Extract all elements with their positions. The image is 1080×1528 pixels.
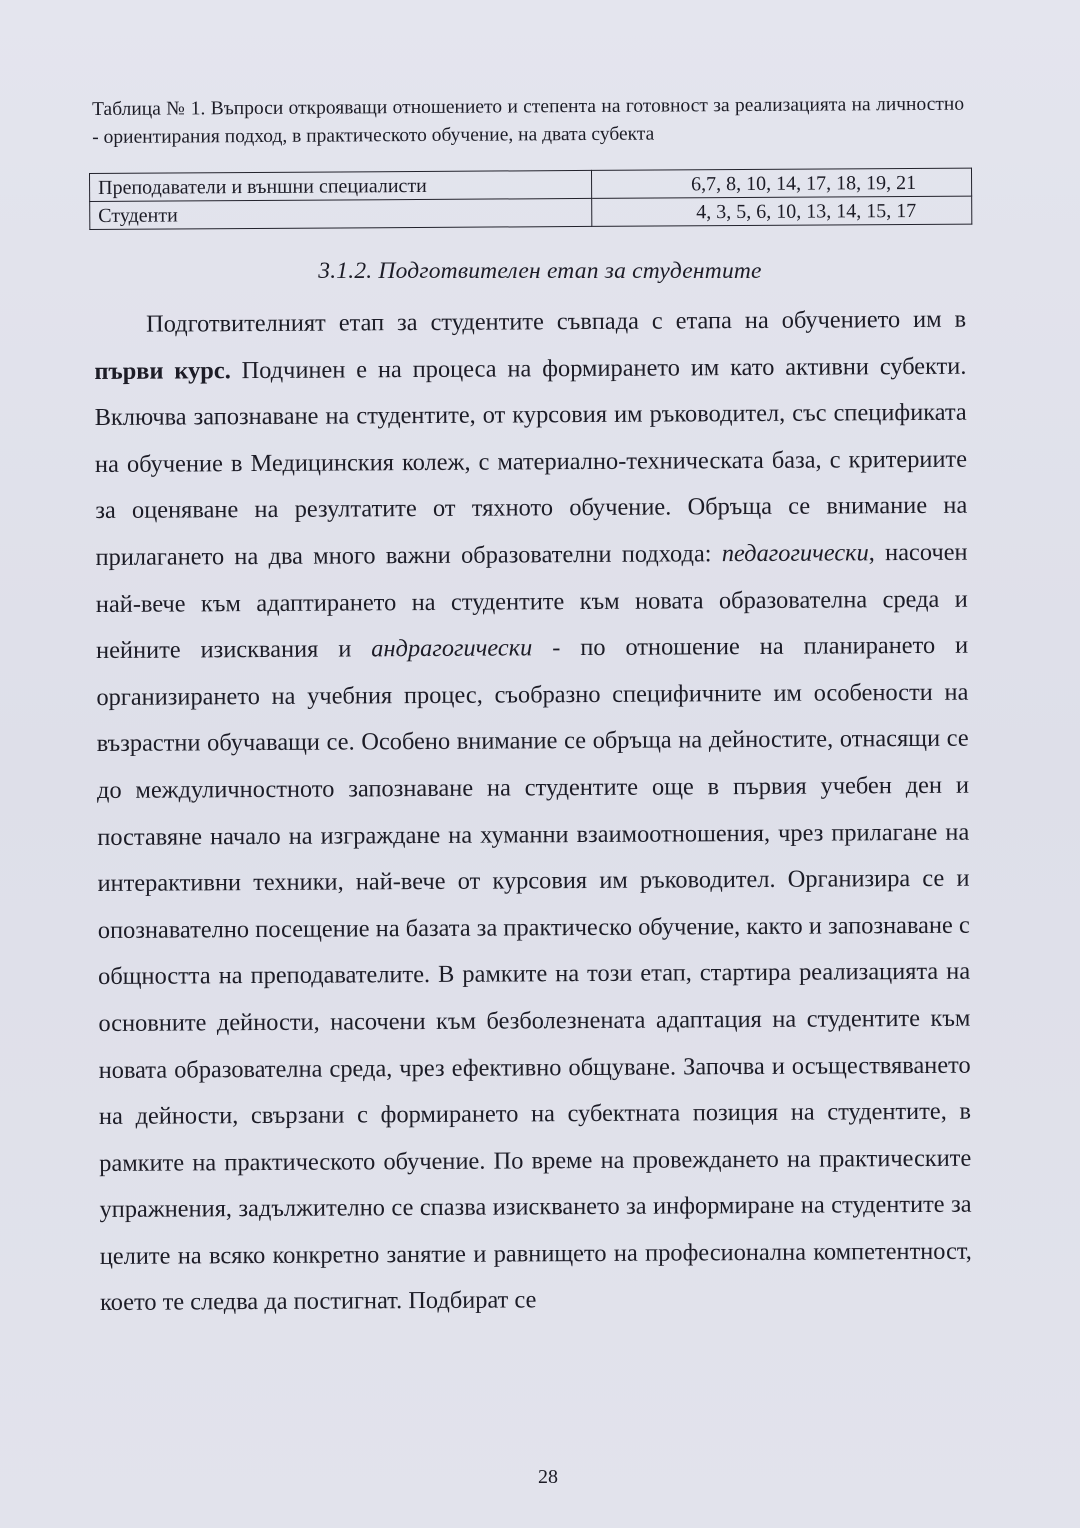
question-table xyxy=(89,168,972,230)
body-paragraph xyxy=(94,297,972,1327)
table-cell-value: 4, 3, 5, 6, 10, 13, 14, 15, 17 xyxy=(592,196,972,226)
page-number: 28 xyxy=(538,1466,558,1488)
paragraph-bold-term: първи курс. xyxy=(94,356,231,385)
table-row xyxy=(90,196,972,229)
table-cell-label: Студенти xyxy=(90,198,592,229)
table-cell-label: Преподаватели и външни специалисти xyxy=(90,170,592,201)
paragraph-text: Подчинен е на процеса на формирането им като активни субекти. Включва запознаване на студентите, от курсовия им ръководител, със спецификата на обучение в Медицинския колеж, с материално-техническата база, с критериите за оценяване на резултатите от тяхното обучение. Обръща се внимание на прилагането на два много важни образователни подхода: xyxy=(94,352,968,571)
paragraph-italic-term: педагогически xyxy=(721,539,869,568)
table-caption: Таблица № 1. Въпроси открояващи отношението и степента на готовност за реализацията на личностно - ориентирания подход, в практическото обучение, на двата субекта xyxy=(92,93,965,148)
section-heading: 3.1.2. Подготвителен етап за студентите xyxy=(318,258,762,284)
paragraph-text: , насочен най-вече към адаптирането на студентите към новата образователна среда и нейните изисквания и xyxy=(95,538,968,665)
paragraph-italic-term: андрагогически xyxy=(371,634,533,663)
table-cell-value: 6,7, 8, 10, 14, 17, 18, 19, 21 xyxy=(591,168,971,198)
paragraph-text: - по отношение на планирането и организирането на учебния процес, съобразно специфичните им особености на възрастни обучаващи се. Особено внимание се обръща на дейностите, отнасящи се до междуличностното запознаване на студентите още в първия учебен ден и поставяне начало на изграждане на хуманни взаимоотношения, чрез прилагане на интерактивни техники, най-вече от курсовия им ръководител. Организира се и опознавателно посещение на базата за практическо обучение, както и запознаване с общността на преподавателите. В рамките на този етап, стартира реализацията на основните дейности, насочени към безболезнената адаптация на студентите към новата образователна среда, чрез ефективно общуване. Започва и осъществяването на дейности, свързани с формирането на субектната позиция на студентите, в рамките на практическото обучение. По време на провеждането на практическите упражнения, задължително се спазва изискването за информиране на студентите за целите на всяко конкретно занятие и равнището на професионална компетентност, което те следва да постигнат. Подбират се xyxy=(96,631,972,1317)
paragraph-text: Подготвителният етап за студентите съвпада с етапа на обучението им в xyxy=(146,305,967,338)
